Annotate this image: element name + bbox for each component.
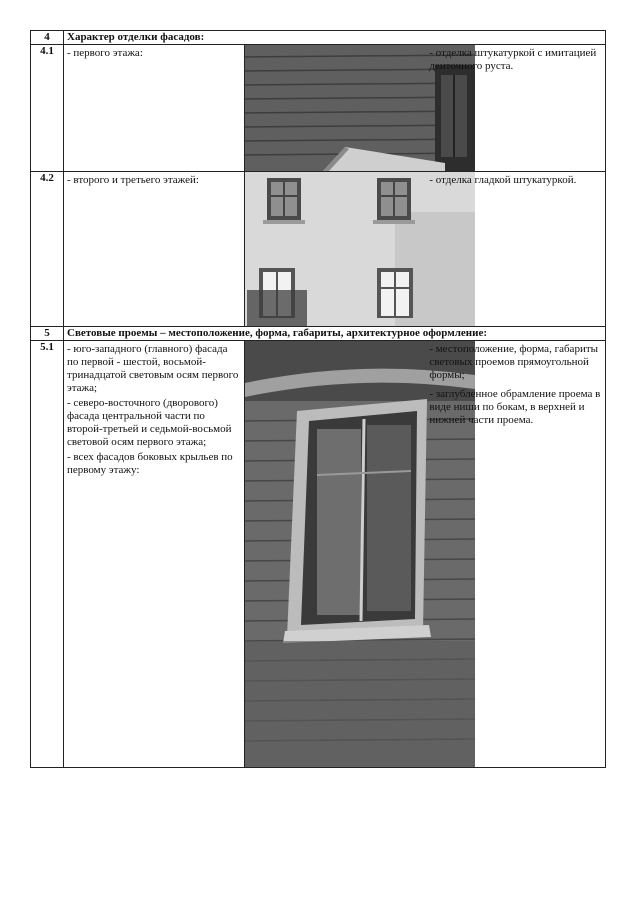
smooth-wall-photo	[245, 172, 475, 326]
row-4-1-photo	[244, 45, 425, 172]
section-5-number: 5	[31, 327, 64, 341]
row-4-1-number: 4.1	[31, 45, 64, 172]
row-5-1-photo	[244, 341, 425, 768]
section-4-number: 4	[31, 31, 64, 45]
row-4-2-photo	[244, 172, 425, 327]
row-5-1-note-1: - местоположение, форма, габариты световых проемов прямоугольной формы;	[429, 343, 599, 381]
section-5-title: Световые проемы – местоположение, форма, габариты, архитектурное оформление:	[64, 327, 606, 341]
row-5-1-number: 5.1	[31, 341, 64, 768]
row-5-1-description	[64, 341, 245, 768]
row-5-1-note-2: - заглубленное обрамление проема в виде ниши по бокам, в верхней и нижней части проема.	[429, 388, 601, 426]
row-4-2-note: - отделка гладкой штукатуркой.	[425, 172, 606, 327]
row-4-2-description: - второго и третьего этажей:	[64, 172, 245, 327]
facade-table	[30, 30, 606, 768]
row-4-2-number: 4.2	[31, 172, 64, 327]
row-5-1-desc-1: - юго-западного (главного) фасада по первой - шестой, восьмой-тринадцатой световым осям первого этажа;	[67, 343, 239, 394]
row-4-1-description: - первого этажа:	[64, 45, 245, 172]
section-4-title: Характер отделки фасадов:	[64, 31, 606, 45]
row-4-1-note: - отделка штукатуркой с имитацией денточного руста.	[425, 45, 606, 172]
row-5-1-desc-2: - северо-восточного (дворового) фасада центральной части по второй-третьей и седьмой-восьмой световой осям первого этажа;	[67, 397, 232, 448]
row-5-1-desc-3: - всех фасадов боковых крыльев по первому этажу:	[67, 451, 233, 476]
